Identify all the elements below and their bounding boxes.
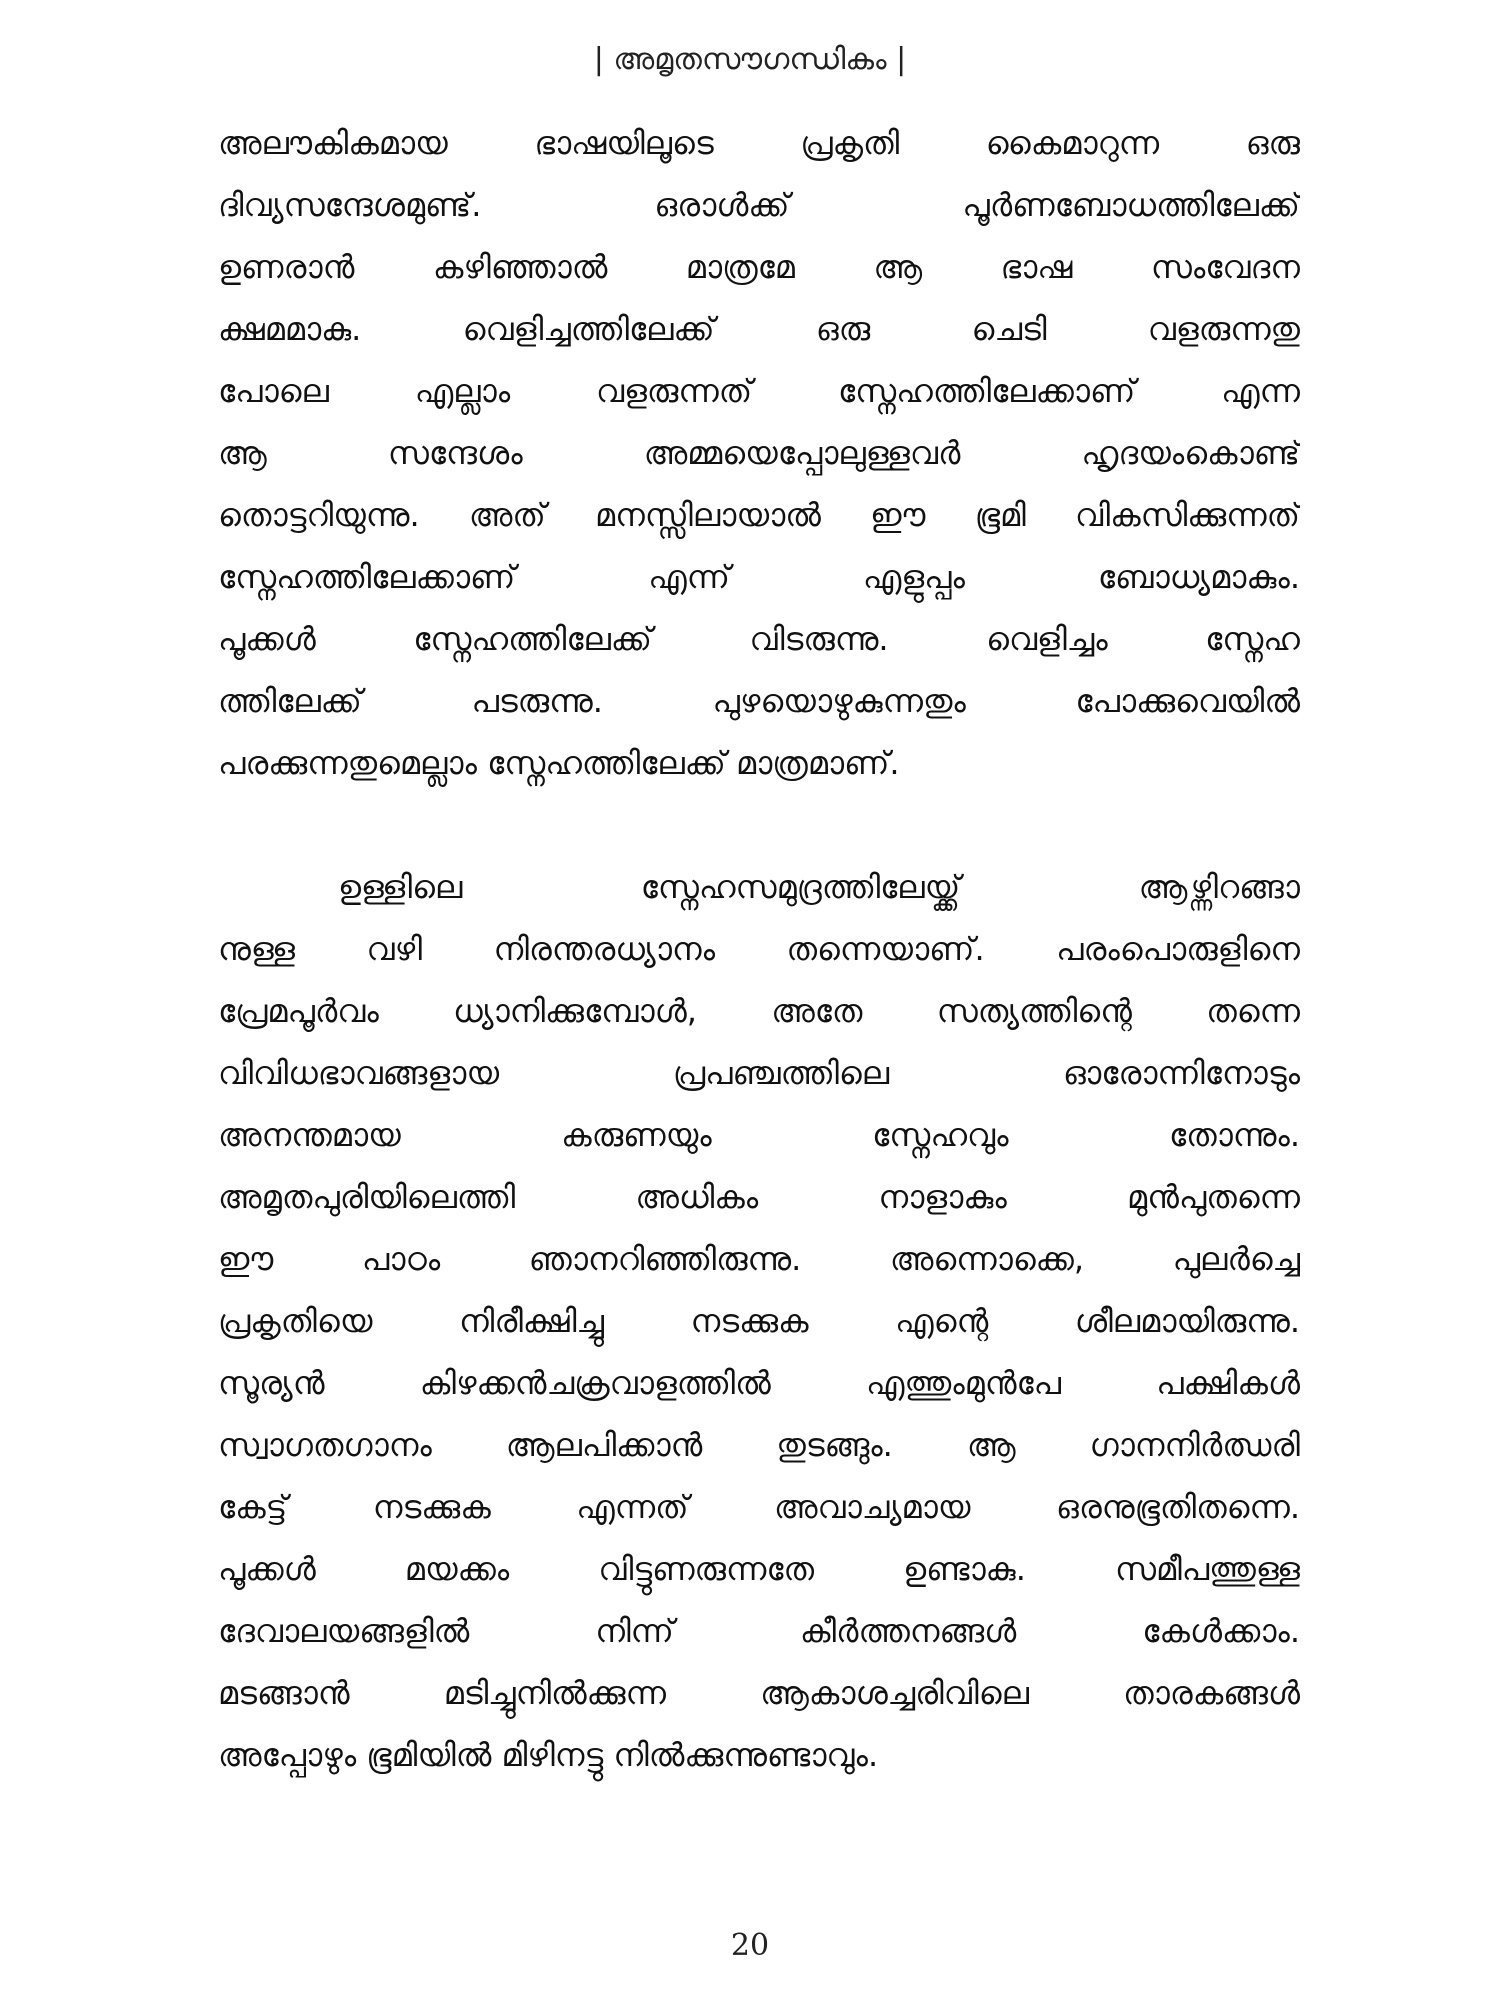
text-line: ഉള്ളിലെ സ്നേഹസമുദ്രത്തിലേയ്ക്ക് ആഴ്ന്നിറങ്ങാ: [338, 868, 1300, 906]
text-line: ഈ പാഠം ഞാനറിഞ്ഞിരുന്നു. അന്നൊക്കെ, പുലർച്ചെ: [218, 1240, 1300, 1278]
page-number: 20: [730, 1928, 770, 1963]
paragraph-1: [218, 112, 1300, 794]
text-line: അപ്പോഴും ഭൂമിയിൽ മിഴിനട്ടു നിൽക്കുന്നുണ്ടാവും.: [218, 1736, 879, 1774]
running-header: | അമൃതസൗഗന്ധികം |: [593, 42, 907, 77]
text-line: അനന്തമായ കരുണയും സ്നേഹവും തോന്നും.: [218, 1116, 1300, 1154]
text-line: പ്രേമപൂർവം ധ്യാനിക്കുമ്പോൾ, അതേ സത്യത്തിന്റെ തന്നെ: [218, 992, 1300, 1030]
text-line: ദിവ്യസന്ദേശമുണ്ട്. ഒരാൾക്ക് പൂർണബോധത്തിലേക്ക്: [218, 186, 1300, 224]
text-line: ഉണരാൻ കഴിഞ്ഞാൽ മാത്രമേ ആ ഭാഷ സംവേദന: [218, 248, 1300, 286]
text-line: ക്ഷമമാകു. വെളിച്ചത്തിലേക്ക് ഒരു ചെടി വളരുന്നതു: [218, 310, 1300, 348]
body-text: [218, 112, 1300, 1786]
paragraph-2: [218, 856, 1300, 1786]
paragraph-spacer: [218, 794, 1300, 856]
text-line: അമൃതപുരിയിലെത്തി അധികം നാളാകും മുൻപുതന്നെ: [218, 1178, 1300, 1216]
text-line: മടങ്ങാൻ മടിച്ചുനിൽക്കുന്ന ആകാശച്ചരിവിലെ താരകങ്ങൾ: [218, 1674, 1300, 1712]
text-line: സൂര്യൻ കിഴക്കൻചക്രവാളത്തിൽ എത്തുംമുൻപേ പക്ഷികൾ: [218, 1364, 1300, 1402]
text-line: കേട്ട് നടക്കുക എന്നത് അവാച്യമായ ഒരനുഭൂതിതന്നെ.: [218, 1488, 1300, 1526]
text-line: പൂക്കൾ മയക്കം വിട്ടുണരുന്നതേ ഉണ്ടാകു. സമീപത്തുള്ള: [218, 1550, 1300, 1588]
text-line: പ്രകൃതിയെ നിരീക്ഷിച്ചു നടക്കുക എന്റെ ശീലമായിരുന്നു.: [218, 1302, 1300, 1340]
text-line: ആ സന്ദേശം അമ്മയെപ്പോലുള്ളവർ ഹൃദയംകൊണ്ട്: [218, 434, 1300, 472]
text-line: തൊട്ടറിയുന്നു. അത് മനസ്സിലായാൽ ഈ ഭൂമി വികസിക്കുന്നത്: [218, 496, 1300, 534]
text-line: ദേവാലയങ്ങളിൽ നിന്ന് കീർത്തനങ്ങൾ കേൾക്കാം.: [218, 1612, 1300, 1650]
text-line: ത്തിലേക്ക് പടരുന്നു. പുഴയൊഴുകുന്നതും പോക്കുവെയിൽ: [218, 682, 1300, 720]
text-line: സ്നേഹത്തിലേക്കാണ് എന്ന് എളുപ്പം ബോധ്യമാകും.: [218, 558, 1300, 596]
text-line: സ്വാഗതഗാനം ആലപിക്കാൻ തുടങ്ങും. ആ ഗാനനിർഝരി: [218, 1426, 1300, 1464]
text-line: അലൗകികമായ ഭാഷയിലൂടെ പ്രകൃതി കൈമാറുന്ന ഒരു: [218, 124, 1300, 162]
text-line: പോലെ എല്ലാം വളരുന്നത് സ്നേഹത്തിലേക്കാണ് എന്ന: [218, 372, 1300, 410]
text-line: നുള്ള വഴി നിരന്തരധ്യാനം തന്നെയാണ്. പരംപൊരുളിനെ: [218, 930, 1300, 968]
text-line: പൂക്കൾ സ്നേഹത്തിലേക്ക് വിടരുന്നു. വെളിച്ചം സ്നേഹ: [218, 620, 1300, 658]
text-line: വിവിധഭാവങ്ങളായ പ്രപഞ്ചത്തിലെ ഓരോന്നിനോടും: [218, 1054, 1300, 1092]
text-line: പരക്കുന്നതുമെല്ലാം സ്നേഹത്തിലേക്ക് മാത്രമാണ്.: [218, 744, 900, 782]
